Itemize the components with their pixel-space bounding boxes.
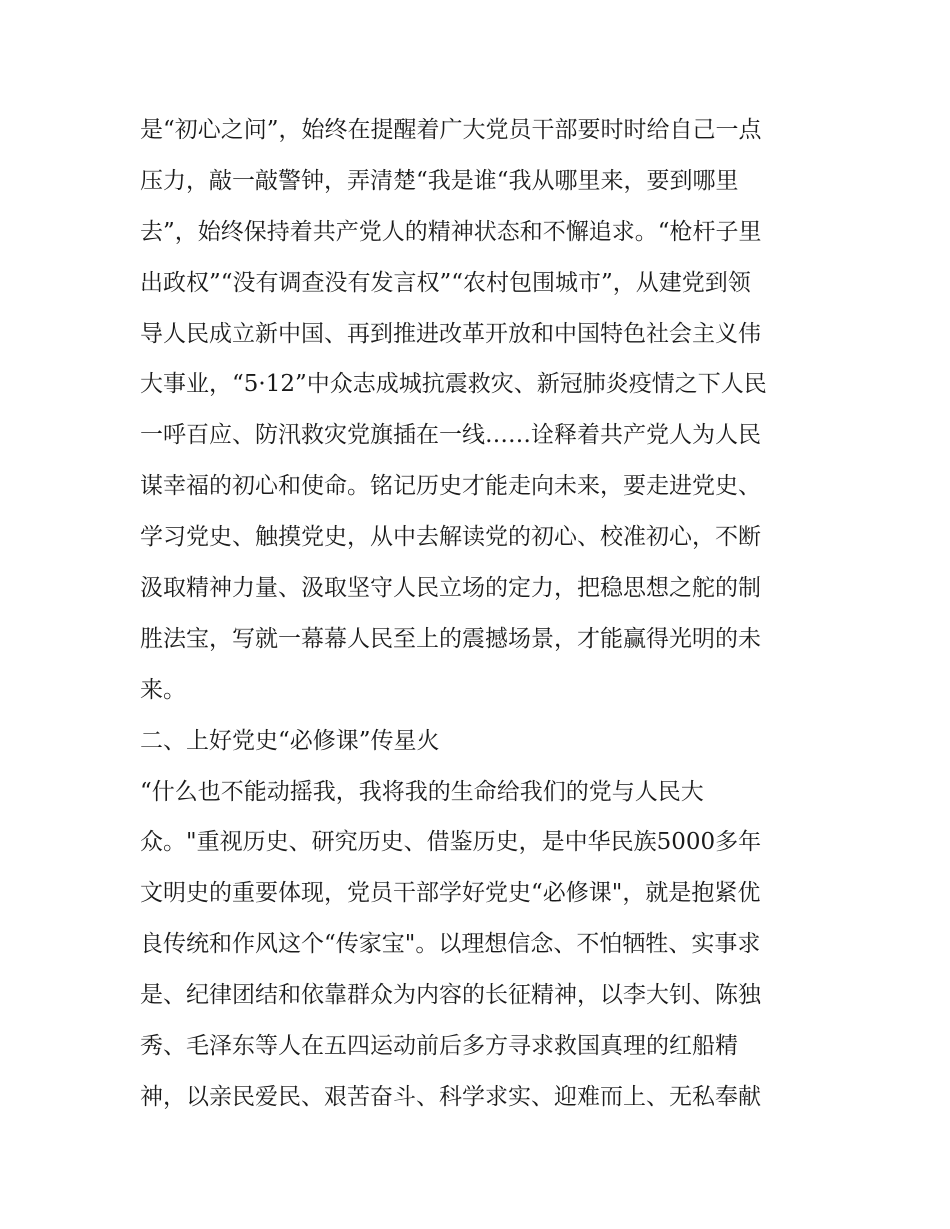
text-line: 大事业，“5·12”中众志成城抗震救灾、新冠肺炎疫情之下人民: [140, 371, 767, 398]
text-line: 胜法宝，写就一幕幕人民至上的震撼场景，才能赢得光明的未: [140, 625, 761, 652]
document-body: [140, 105, 820, 1123]
text-line: 秀、毛泽东等人在五四运动前后多方寻求救国真理的红船精: [140, 1033, 738, 1060]
text-line: 压力，敲一敲警钟，弄清楚“我是谁“我从哪里来，要到哪里: [140, 167, 739, 194]
text-line: 谋幸福的初心和使命。铭记历史才能走向未来，要走进党史、: [140, 473, 761, 500]
text-line: 来。: [140, 676, 186, 703]
text-line: 是、纪律团结和依靠群众为内容的长征精神，以李大钊、陈独: [140, 982, 761, 1009]
text-line: 学习党史、触摸党史，从中去解读党的初心、校准初心，不断: [140, 524, 761, 551]
text-line: 汲取精神力量、汲取坚守人民立场的定力，把稳思想之舵的制: [140, 575, 761, 602]
text-line: 出政权”“没有调查没有发言权”“农村包围城市”，从建党到领: [140, 269, 751, 296]
text-line: 导人民成立新中国、再到推进改革开放和中国特色社会主义伟: [140, 320, 761, 347]
text-line: 是“初心之问”，始终在提醒着广大党员干部要时时给自己一点: [140, 117, 762, 143]
text-line: 众。"重视历史、研究历史、借鉴历史，是中华民族5000多年: [140, 829, 762, 856]
text-line: 文明史的重要体现，党员干部学好党史“必修课"，就是抱紧优: [140, 880, 761, 907]
text-line: 神，以亲民爱民、艰苦奋斗、科学求实、迎难而上、无私奉献: [140, 1083, 761, 1110]
text-line: 一呼百应、防汛救灾党旗插在一线……诠释着共产党人为人民: [140, 422, 761, 449]
text-line: 良传统和作风这个“传家宝"。以理想信念、不怕牺牲、实事求: [140, 931, 761, 958]
section-heading: 二、上好党史“必修课”传星火: [140, 727, 440, 754]
text-line: 去”，始终保持着共产党人的精神状态和不懈追求。“枪杆子里: [140, 218, 762, 245]
text-line: “什么也不能动摇我，我将我的生命给我们的党与人民大: [140, 778, 704, 805]
